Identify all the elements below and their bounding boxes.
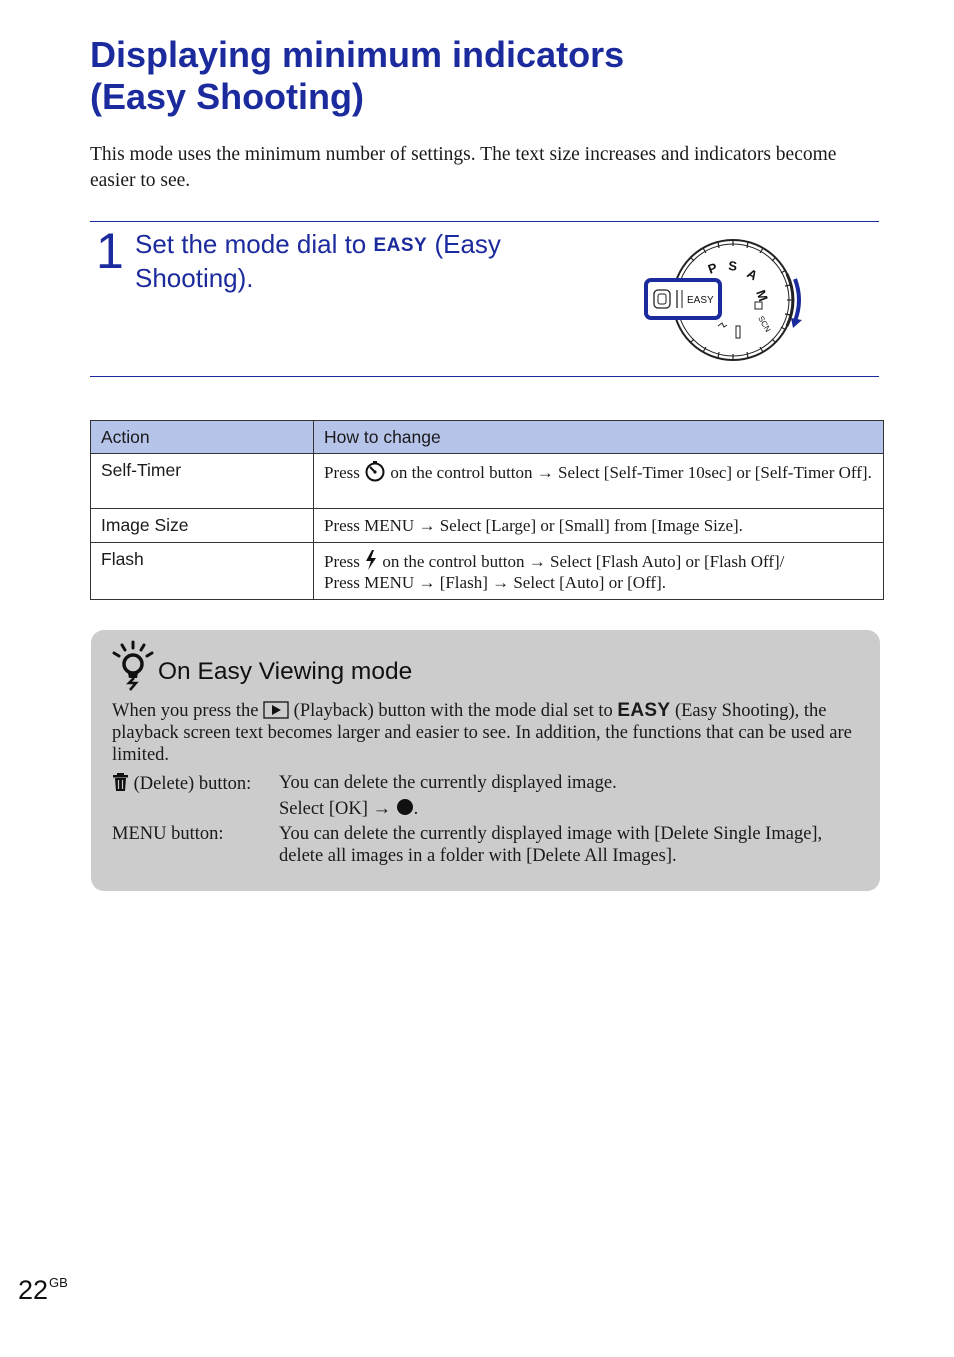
cell-text: on the control button → Select [Flash Auto] or [Flash Off]/ [378,552,785,571]
page-title-line-1: Displaying minimum indicators [90,34,625,75]
lightbulb-icon [110,640,156,692]
menu-button-label: MENU button: [112,824,224,844]
table-cell-how [314,543,884,600]
page-number-suffix: GB [49,1275,68,1290]
step-text-before: Set the mode dial to [135,229,374,259]
table-cell-action: Flash [91,543,314,600]
table-header-how: How to change [314,421,884,454]
cell-text: Press [324,463,365,482]
trash-icon [112,772,129,792]
hint-text: (Easy Shooting), the playback screen text becomes larger and easier to see. In addition, the functions that can be used are limited. [112,701,852,765]
flash-icon [364,549,378,571]
hint-easy-glyph: EASY [617,700,671,721]
table-cell-how [314,454,884,509]
step-top-rule [90,221,879,222]
step-instruction [135,228,565,295]
delete-button-description [279,772,864,794]
dial-mark-s: S [727,258,738,274]
hint-text: (Playback) button with the mode dial set to [289,701,618,721]
delete-button-step [279,798,864,820]
settings-table [90,420,884,600]
cell-text: Press [324,552,365,571]
hint-text: When you press the [112,701,264,721]
dial-mark-m: M [753,287,771,304]
center-button-dot-icon [396,798,414,816]
table-cell-action: Image Size [91,509,314,543]
step-bottom-rule [90,376,879,377]
dial-mark-p: P [705,259,720,277]
table-row [91,454,884,509]
page-number-value: 22 [18,1275,49,1305]
hint-text: You can delete the currently displayed image. [279,773,617,793]
hint-text: . [413,799,419,819]
dial-mark-a: A [744,265,761,284]
step-number: 1 [96,223,124,279]
table-cell-how: Press MENU → Select [Large] or [Small] from [Image Size]. [314,509,884,543]
playback-icon [263,700,289,720]
delete-button-label [112,772,251,795]
table-row [91,509,884,543]
table-header-action: Action [91,421,314,454]
menu-button-description: You can delete the currently displayed image with [Delete Single Image], delete all images in a folder with [Delete All Images]. [279,824,823,866]
delete-label-text: (Delete) button: [129,774,252,794]
hint-body [112,700,860,766]
page-title [90,34,890,118]
table-header-row [91,421,884,454]
step-text-after: (Easy Shooting). [135,229,501,293]
hint-text: Select [OK] → [279,799,396,819]
easy-mode-glyph: EASY [373,235,428,256]
table-cell-action: Self-Timer [91,454,314,509]
cell-text: Press MENU → [Flash] → Select [Auto] or [Off]. [324,573,666,592]
mode-dial-illustration [640,234,815,364]
page-number [18,1267,68,1306]
hint-title: On Easy Viewing mode [158,658,413,685]
intro-paragraph: This mode uses the minimum number of settings. The text size increases and indicators become easier to see. [90,144,837,191]
self-timer-icon [364,460,386,482]
table-row [91,543,884,600]
dial-mark-scn: SCN [756,314,773,334]
cell-text: on the control button → Select [Self-Timer 10sec] or [Self-Timer Off]. [386,463,872,482]
page-title-line-2: (Easy Shooting) [90,76,365,117]
dial-easy-label: EASY [687,295,714,306]
